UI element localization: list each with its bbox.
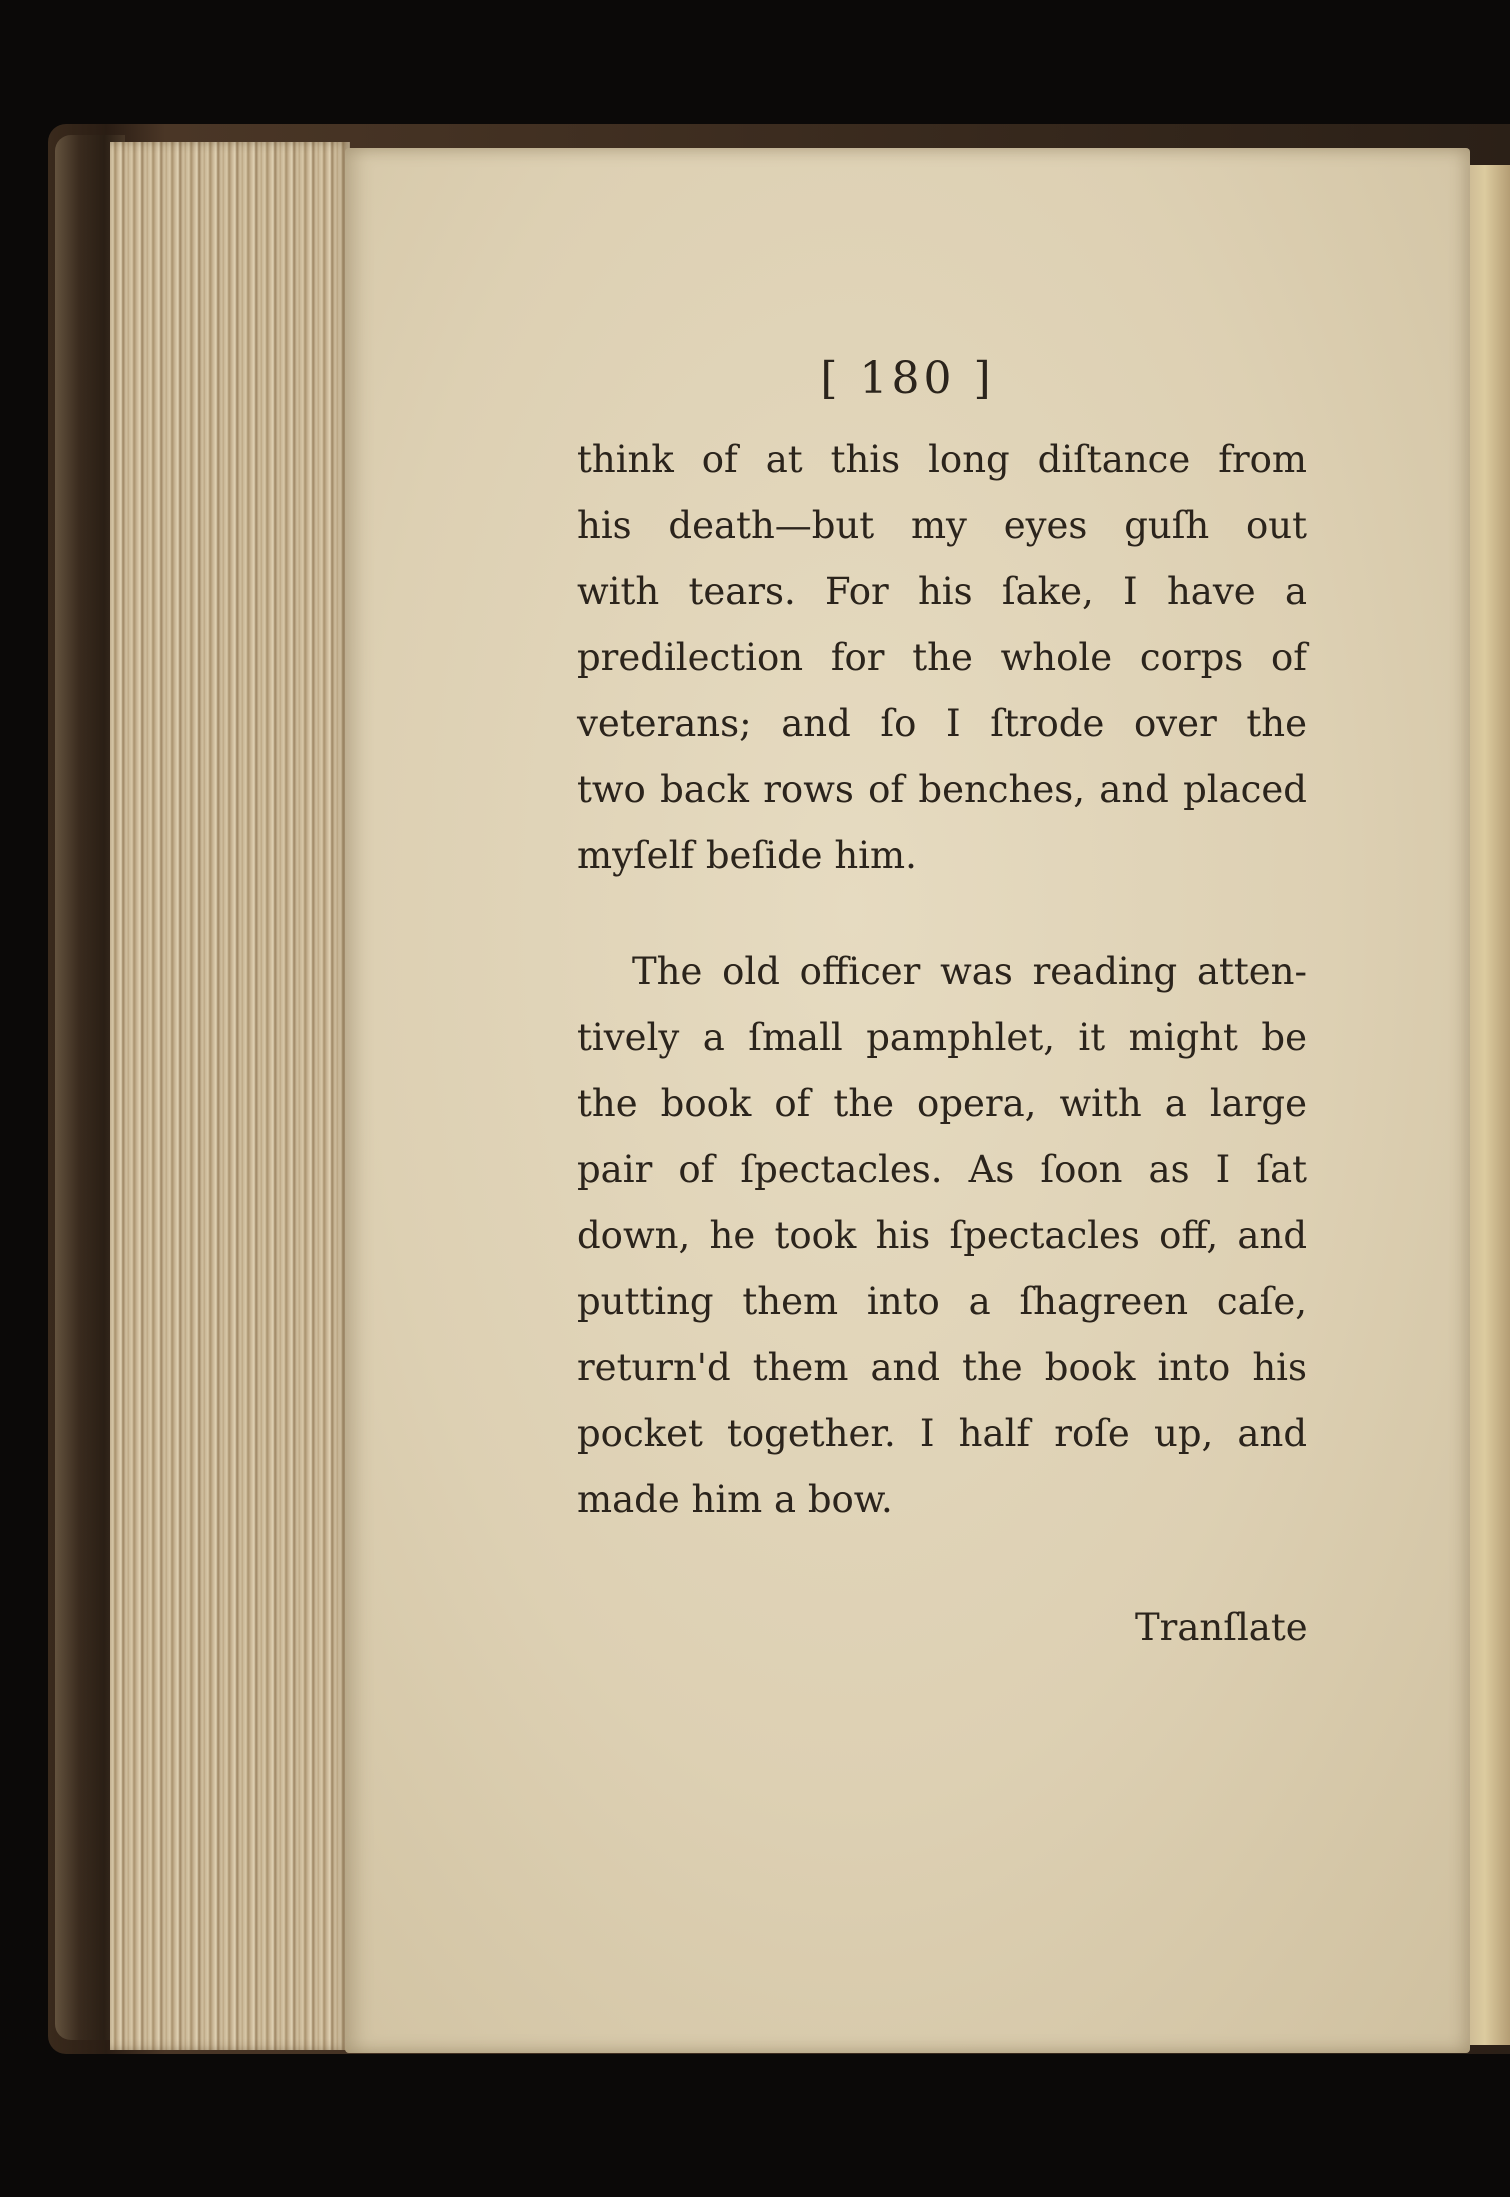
- text-line: predilection for the whole corps of: [577, 636, 1307, 679]
- page-edges: [110, 142, 350, 2050]
- text-line: think of at this long diſtance from: [577, 438, 1307, 481]
- text-line: two back rows of benches, and placed: [577, 768, 1307, 811]
- page-number: [ 180 ]: [820, 353, 995, 404]
- text-line: made him a bow.: [577, 1478, 893, 1521]
- text-line: with tears. For his ſake, I have a: [577, 570, 1307, 613]
- text-line: The old officer was reading atten-: [632, 950, 1307, 993]
- text-line: return'd them and the book into his: [577, 1346, 1307, 1389]
- text-line: pair of ſpectacles. As ſoon as I ſat: [577, 1148, 1307, 1191]
- text-line: myſelf beſide him.: [577, 834, 917, 877]
- text-line: the book of the opera, with a large: [577, 1082, 1307, 1125]
- text-line: tively a ſmall pamphlet, it might be: [577, 1016, 1307, 1059]
- text-line: putting them into a ſhagreen caſe,: [577, 1280, 1307, 1323]
- facing-page-edge: [1468, 165, 1510, 2045]
- text-line: veterans; and ſo I ſtrode over the: [577, 702, 1307, 745]
- text-line: down, he took his ſpectacles off, and: [577, 1214, 1307, 1257]
- text-line: his death—but my eyes guſh out: [577, 504, 1307, 547]
- text-line: pocket together. I half roſe up, and: [577, 1412, 1307, 1455]
- catchword: Tranſlate: [1135, 1606, 1308, 1649]
- book-page: [345, 148, 1470, 2053]
